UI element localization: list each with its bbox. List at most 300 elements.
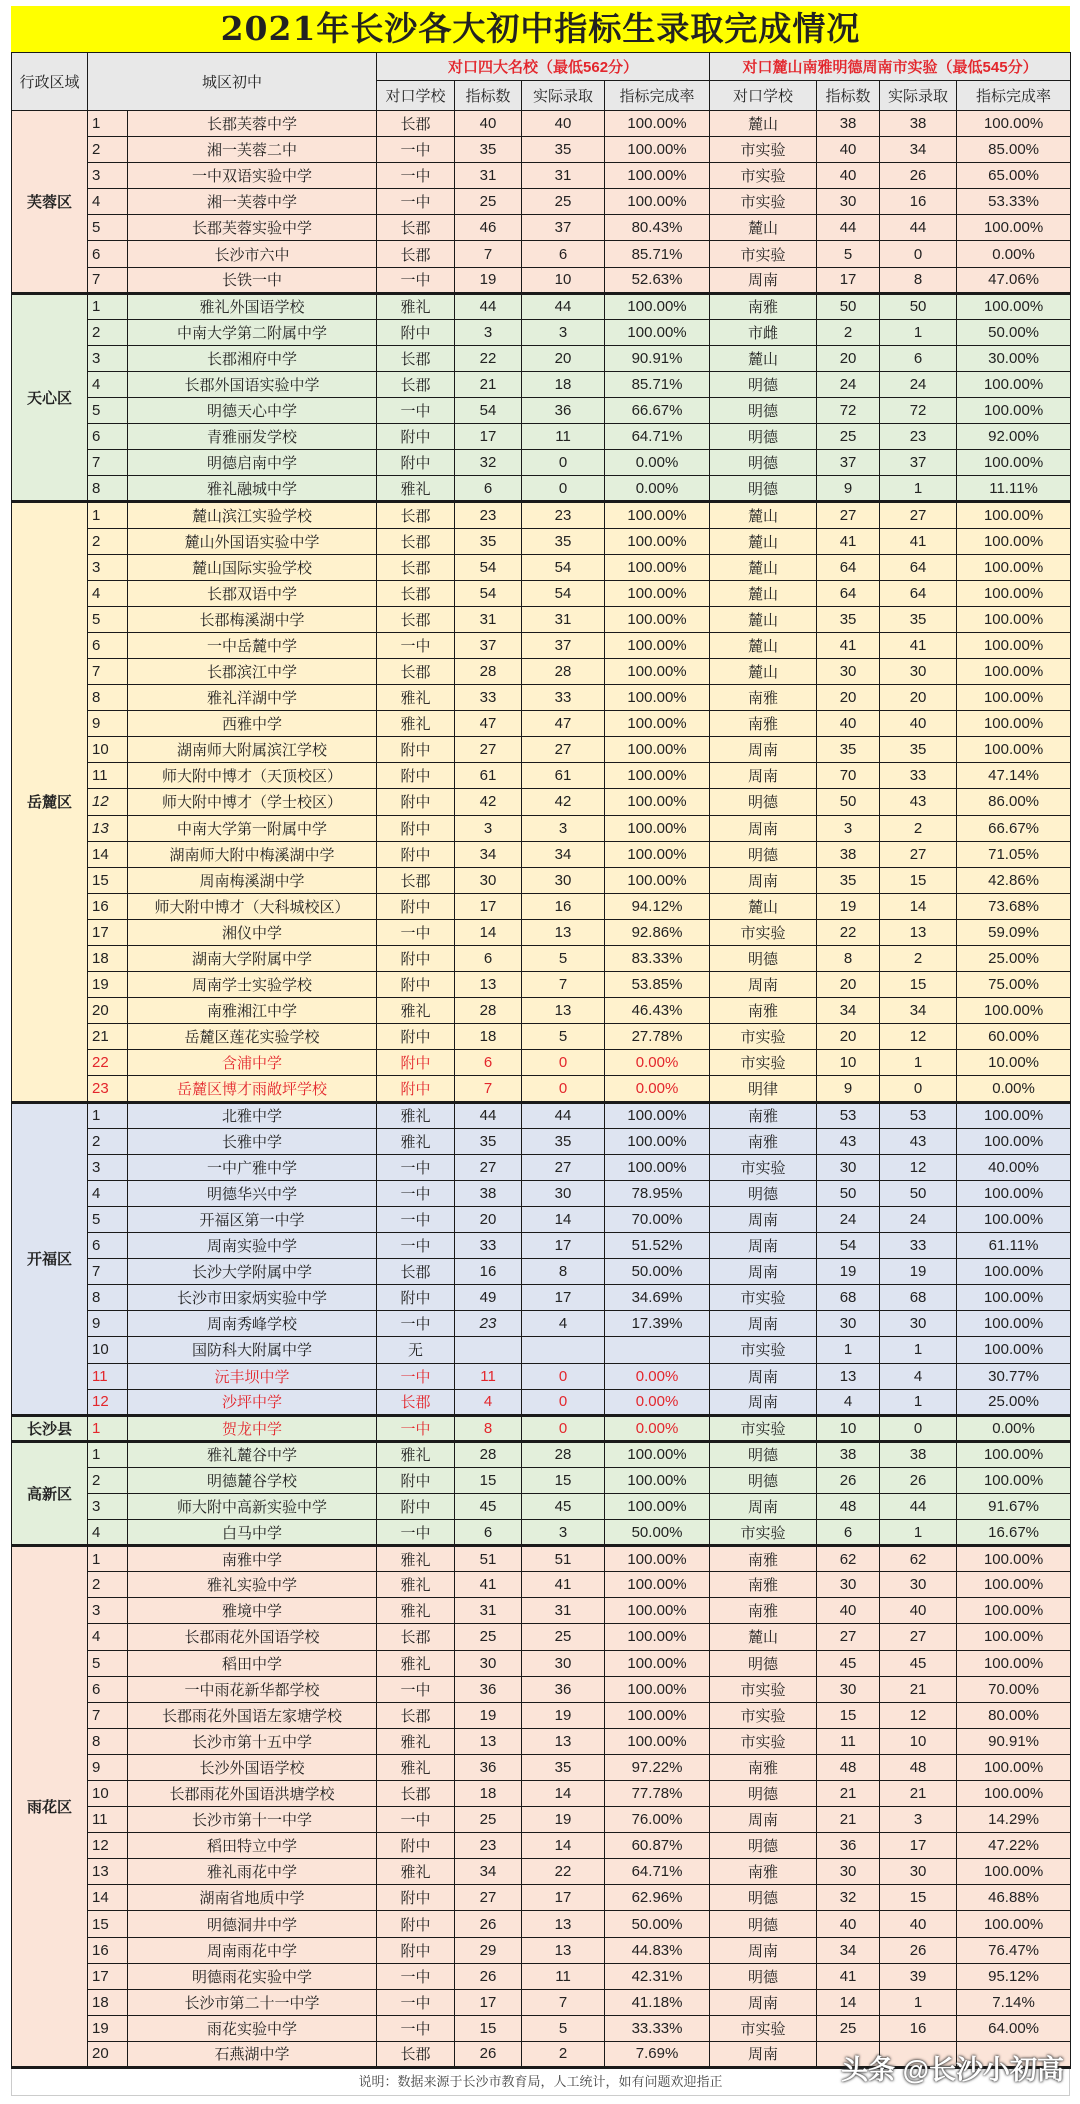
admitted-1: 36 <box>522 1676 605 1702</box>
completion-rate-1: 51.52% <box>605 1233 710 1259</box>
target-school-1: 附中 <box>377 893 455 919</box>
row-number: 10 <box>88 1337 128 1363</box>
target-school-2: 周南 <box>710 1233 817 1259</box>
table-row <box>12 371 1071 397</box>
admitted-2: 6 <box>880 345 957 371</box>
admitted-2: 26 <box>880 163 957 189</box>
quota-1: 27 <box>455 1154 522 1180</box>
admitted-1: 3 <box>522 1520 605 1546</box>
district-name: 开福区 <box>12 1102 88 1415</box>
school-name: 长郡梅溪湖中学 <box>128 606 377 632</box>
admitted-1: 14 <box>522 1781 605 1807</box>
row-number: 7 <box>88 450 128 476</box>
quota-1: 19 <box>455 267 522 293</box>
school-name: 青雅丽发学校 <box>128 424 377 450</box>
admitted-2: 35 <box>880 737 957 763</box>
target-school-1: 一中 <box>377 398 455 424</box>
target-school-1: 雅礼 <box>377 1102 455 1128</box>
completion-rate-1: 100.00% <box>605 1572 710 1598</box>
completion-rate-1: 17.39% <box>605 1311 710 1337</box>
row-number: 2 <box>88 319 128 345</box>
quota-2: 19 <box>817 1259 880 1285</box>
table-row <box>12 685 1071 711</box>
completion-rate-1: 100.00% <box>605 867 710 893</box>
admitted-2: 68 <box>880 1285 957 1311</box>
admitted-1: 14 <box>522 1833 605 1859</box>
admitted-1: 3 <box>522 319 605 345</box>
completion-rate-2: 30.77% <box>957 1363 1071 1389</box>
table-row <box>12 1180 1071 1206</box>
completion-rate-2: 100.00% <box>957 1572 1071 1598</box>
quota-2: 30 <box>817 1311 880 1337</box>
completion-rate-2: 40.00% <box>957 1154 1071 1180</box>
completion-rate-1: 62.96% <box>605 1885 710 1911</box>
completion-rate-2: 75.00% <box>957 972 1071 998</box>
admitted-2: 50 <box>880 1180 957 1206</box>
target-school-1: 长郡 <box>377 1781 455 1807</box>
completion-rate-2: 100.00% <box>957 502 1071 528</box>
admitted-2: 1 <box>880 1389 957 1415</box>
row-number: 5 <box>88 1650 128 1676</box>
quota-1: 54 <box>455 554 522 580</box>
admitted-2: 12 <box>880 1154 957 1180</box>
admitted-2: 45 <box>880 1650 957 1676</box>
quota-2: 10 <box>817 1415 880 1441</box>
row-number: 23 <box>88 1076 128 1102</box>
table-row <box>12 998 1071 1024</box>
row-number: 7 <box>88 1702 128 1728</box>
completion-rate-1: 100.00% <box>605 1598 710 1624</box>
table-row <box>12 267 1071 293</box>
completion-rate-1: 0.00% <box>605 1415 710 1441</box>
target-school-1: 雅礼 <box>377 1572 455 1598</box>
row-number: 13 <box>88 815 128 841</box>
footnote: 说明：数据来源于长沙市教育局，人工统计，如有问题欢迎指正 <box>11 2069 1070 2096</box>
table-row <box>12 1624 1071 1650</box>
table-row <box>12 1467 1071 1493</box>
school-name: 一中双语实验中学 <box>128 163 377 189</box>
quota-2: 30 <box>817 1859 880 1885</box>
completion-rate-2: 60.00% <box>957 1024 1071 1050</box>
completion-rate-2: 100.00% <box>957 1206 1071 1232</box>
quota-1: 49 <box>455 1285 522 1311</box>
table-row <box>12 1546 1071 1572</box>
quota-2: 35 <box>817 606 880 632</box>
completion-rate-1: 100.00% <box>605 554 710 580</box>
admitted-2: 12 <box>880 1024 957 1050</box>
school-name: 国防科大附属中学 <box>128 1337 377 1363</box>
admitted-2: 10 <box>880 1728 957 1754</box>
quota-1: 36 <box>455 1754 522 1780</box>
school-name: 一中岳麓中学 <box>128 632 377 658</box>
school-name: 长郡芙蓉实验中学 <box>128 215 377 241</box>
admitted-2: 40 <box>880 1598 957 1624</box>
table-row <box>12 1389 1071 1415</box>
quota-1: 32 <box>455 450 522 476</box>
quota-2: 20 <box>817 685 880 711</box>
target-school-1: 一中 <box>377 1363 455 1389</box>
table-row <box>12 137 1071 163</box>
target-school-1: 雅礼 <box>377 685 455 711</box>
admitted-1: 34 <box>522 841 605 867</box>
completion-rate-1: 100.00% <box>605 658 710 684</box>
admitted-2: 16 <box>880 2015 957 2041</box>
district-name: 长沙县 <box>12 1415 88 1441</box>
admitted-2: 0 <box>880 241 957 267</box>
admitted-1: 0 <box>522 1050 605 1076</box>
table-row <box>12 841 1071 867</box>
completion-rate-2: 92.00% <box>957 424 1071 450</box>
table-row <box>12 1128 1071 1154</box>
quota-1: 13 <box>455 972 522 998</box>
quota-1: 44 <box>455 1102 522 1128</box>
quota-1: 34 <box>455 841 522 867</box>
completion-rate-1: 100.00% <box>605 137 710 163</box>
completion-rate-2: 100.00% <box>957 111 1071 137</box>
row-number: 15 <box>88 867 128 893</box>
quota-1: 31 <box>455 1598 522 1624</box>
completion-rate-2: 53.33% <box>957 189 1071 215</box>
completion-rate-1: 100.00% <box>605 1624 710 1650</box>
target-school-2: 市实验 <box>710 2015 817 2041</box>
completion-rate-1: 64.71% <box>605 424 710 450</box>
school-name: 长郡双语中学 <box>128 580 377 606</box>
completion-rate-2: 100.00% <box>957 1650 1071 1676</box>
row-number: 2 <box>88 1572 128 1598</box>
target-school-2: 周南 <box>710 867 817 893</box>
target-school-2: 麓山 <box>710 606 817 632</box>
admitted-2: 4 <box>880 1363 957 1389</box>
admitted-2: 1 <box>880 1520 957 1546</box>
school-name: 开福区第一中学 <box>128 1206 377 1232</box>
admitted-2: 3 <box>880 1807 957 1833</box>
school-name: 中南大学第一附属中学 <box>128 815 377 841</box>
completion-rate-1: 90.91% <box>605 345 710 371</box>
school-name: 雅礼实验中学 <box>128 1572 377 1598</box>
completion-rate-1: 100.00% <box>605 189 710 215</box>
school-name: 长沙市六中 <box>128 241 377 267</box>
row-number: 6 <box>88 1233 128 1259</box>
completion-rate-2: 10.00% <box>957 1050 1071 1076</box>
completion-rate-1: 83.33% <box>605 946 710 972</box>
admitted-1: 44 <box>522 293 605 319</box>
table-row <box>12 972 1071 998</box>
admitted-1: 35 <box>522 137 605 163</box>
table-row <box>12 1781 1071 1807</box>
row-number: 5 <box>88 606 128 632</box>
completion-rate-2: 100.00% <box>957 711 1071 737</box>
table-row <box>12 1337 1071 1363</box>
table-row <box>12 632 1071 658</box>
completion-rate-2: 100.00% <box>957 528 1071 554</box>
quota-2: 11 <box>817 1728 880 1754</box>
school-name: 南雅中学 <box>128 1546 377 1572</box>
quota-1: 51 <box>455 1546 522 1572</box>
admitted-1: 22 <box>522 1859 605 1885</box>
completion-rate-1: 77.78% <box>605 1781 710 1807</box>
admitted-2: 50 <box>880 293 957 319</box>
quota-2: 6 <box>817 1520 880 1546</box>
admitted-1: 0 <box>522 1076 605 1102</box>
table-row <box>12 1937 1071 1963</box>
school-name: 长郡湘府中学 <box>128 345 377 371</box>
quota-2: 70 <box>817 763 880 789</box>
completion-rate-2: 70.00% <box>957 1676 1071 1702</box>
target-school-1: 一中 <box>377 1180 455 1206</box>
row-number: 2 <box>88 137 128 163</box>
quota-2: 50 <box>817 293 880 319</box>
table-row <box>12 1024 1071 1050</box>
admitted-2: 19 <box>880 1259 957 1285</box>
target-school-1: 长郡 <box>377 606 455 632</box>
table-row <box>12 1572 1071 1598</box>
table-row <box>12 1285 1071 1311</box>
admitted-1: 0 <box>522 1363 605 1389</box>
target-school-2: 周南 <box>710 1363 817 1389</box>
row-number: 17 <box>88 1963 128 1989</box>
row-number: 1 <box>88 1441 128 1467</box>
target-school-1: 附中 <box>377 1911 455 1937</box>
row-number: 2 <box>88 528 128 554</box>
completion-rate-1: 85.71% <box>605 371 710 397</box>
target-school-1: 长郡 <box>377 371 455 397</box>
admitted-2: 34 <box>880 998 957 1024</box>
completion-rate-1: 100.00% <box>605 711 710 737</box>
target-school-1: 附中 <box>377 424 455 450</box>
table-row <box>12 293 1071 319</box>
completion-rate-2: 61.11% <box>957 1233 1071 1259</box>
target-school-2: 明律 <box>710 1076 817 1102</box>
table-row <box>12 1676 1071 1702</box>
completion-rate-2: 100.00% <box>957 1102 1071 1128</box>
school-name: 长沙市第十一中学 <box>128 1807 377 1833</box>
admitted-2: 13 <box>880 919 957 945</box>
table-row <box>12 1807 1071 1833</box>
admitted-2: 27 <box>880 502 957 528</box>
completion-rate-2: 100.00% <box>957 998 1071 1024</box>
row-number: 5 <box>88 398 128 424</box>
admitted-1: 45 <box>522 1493 605 1519</box>
admitted-1: 51 <box>522 1546 605 1572</box>
completion-rate-1: 100.00% <box>605 1676 710 1702</box>
quota-1: 18 <box>455 1024 522 1050</box>
completion-rate-2: 85.00% <box>957 137 1071 163</box>
admitted-1: 5 <box>522 1024 605 1050</box>
admitted-1: 7 <box>522 972 605 998</box>
completion-rate-2: 50.00% <box>957 319 1071 345</box>
school-name: 明德天心中学 <box>128 398 377 424</box>
target-school-2: 明德 <box>710 398 817 424</box>
completion-rate-2: 100.00% <box>957 1624 1071 1650</box>
completion-rate-1: 100.00% <box>605 1728 710 1754</box>
target-school-2: 明德 <box>710 1885 817 1911</box>
admitted-1: 11 <box>522 424 605 450</box>
completion-rate-1: 100.00% <box>605 1154 710 1180</box>
target-school-2: 周南 <box>710 1807 817 1833</box>
completion-rate-2: 0.00% <box>957 241 1071 267</box>
quota-1: 25 <box>455 189 522 215</box>
quota-1: 42 <box>455 789 522 815</box>
table-row <box>12 580 1071 606</box>
target-school-1: 雅礼 <box>377 1728 455 1754</box>
admitted-1: 0 <box>522 1415 605 1441</box>
admitted-1: 7 <box>522 1989 605 2015</box>
school-name: 雨花实验中学 <box>128 2015 377 2041</box>
quota-2: 38 <box>817 1441 880 1467</box>
target-school-1: 附中 <box>377 972 455 998</box>
quota-2: 9 <box>817 476 880 502</box>
admitted-1: 19 <box>522 1702 605 1728</box>
admitted-2: 1 <box>880 1989 957 2015</box>
target-school-1: 长郡 <box>377 2041 455 2067</box>
school-name: 贺龙中学 <box>128 1415 377 1441</box>
target-school-1: 雅礼 <box>377 1128 455 1154</box>
admitted-1: 11 <box>522 1963 605 1989</box>
school-name: 周南实验中学 <box>128 1233 377 1259</box>
target-school-1: 雅礼 <box>377 1754 455 1780</box>
completion-rate-1 <box>605 1337 710 1363</box>
quota-1: 54 <box>455 580 522 606</box>
target-school-2: 周南 <box>710 972 817 998</box>
row-number: 2 <box>88 1467 128 1493</box>
admitted-2: 2 <box>880 815 957 841</box>
quota-1: 17 <box>455 1989 522 2015</box>
target-school-2: 麓山 <box>710 893 817 919</box>
table-row <box>12 1259 1071 1285</box>
row-number: 17 <box>88 919 128 945</box>
target-school-2: 麓山 <box>710 345 817 371</box>
quota-1: 46 <box>455 215 522 241</box>
target-school-2: 明德 <box>710 371 817 397</box>
table-row <box>12 1102 1071 1128</box>
row-number: 14 <box>88 841 128 867</box>
completion-rate-2: 30.00% <box>957 345 1071 371</box>
completion-rate-1: 100.00% <box>605 1467 710 1493</box>
admitted-1: 5 <box>522 2015 605 2041</box>
target-school-2: 麓山 <box>710 502 817 528</box>
target-school-2: 市实验 <box>710 1415 817 1441</box>
table-row <box>12 528 1071 554</box>
admitted-2: 20 <box>880 685 957 711</box>
admitted-2: 38 <box>880 1441 957 1467</box>
row-number: 10 <box>88 1781 128 1807</box>
quota-2: 10 <box>817 1050 880 1076</box>
admitted-1: 54 <box>522 580 605 606</box>
quota-1: 28 <box>455 658 522 684</box>
admitted-1: 27 <box>522 1154 605 1180</box>
row-number: 4 <box>88 189 128 215</box>
quota-2: 26 <box>817 1467 880 1493</box>
school-name: 湘一芙蓉二中 <box>128 137 377 163</box>
completion-rate-2: 100.00% <box>957 1911 1071 1937</box>
school-name: 师大附中高新实验中学 <box>128 1493 377 1519</box>
completion-rate-1: 100.00% <box>605 1441 710 1467</box>
completion-rate-2: 100.00% <box>957 1598 1071 1624</box>
quota-2: 40 <box>817 163 880 189</box>
table-row <box>12 893 1071 919</box>
admitted-2: 0 <box>880 1415 957 1441</box>
admitted-1: 14 <box>522 1206 605 1232</box>
target-school-1: 雅礼 <box>377 476 455 502</box>
page-title: 2021年长沙各大初中指标生录取完成情况 <box>11 6 1070 52</box>
admitted-2: 1 <box>880 476 957 502</box>
table-row <box>12 398 1071 424</box>
completion-rate-1: 100.00% <box>605 606 710 632</box>
quota-1: 35 <box>455 1128 522 1154</box>
admitted-1: 41 <box>522 1572 605 1598</box>
admitted-2: 17 <box>880 1833 957 1859</box>
quota-2: 50 <box>817 1180 880 1206</box>
target-school-1: 雅礼 <box>377 998 455 1024</box>
quota-1: 4 <box>455 1389 522 1415</box>
completion-rate-2: 100.00% <box>957 1337 1071 1363</box>
quota-1: 28 <box>455 1441 522 1467</box>
completion-rate-2: 76.47% <box>957 1937 1071 1963</box>
school-name: 师大附中博才（天顶校区） <box>128 763 377 789</box>
target-school-2: 明德 <box>710 1180 817 1206</box>
admitted-1: 28 <box>522 1441 605 1467</box>
admitted-1: 13 <box>522 1937 605 1963</box>
target-school-1: 雅礼 <box>377 711 455 737</box>
school-name: 南雅湘江中学 <box>128 998 377 1024</box>
admission-table <box>11 52 1071 2069</box>
completion-rate-2: 25.00% <box>957 946 1071 972</box>
admitted-2: 27 <box>880 841 957 867</box>
target-school-1: 长郡 <box>377 215 455 241</box>
target-school-2: 市实验 <box>710 919 817 945</box>
completion-rate-1: 0.00% <box>605 476 710 502</box>
table-row <box>12 1493 1071 1519</box>
quota-2: 54 <box>817 1233 880 1259</box>
school-name: 雅礼洋湖中学 <box>128 685 377 711</box>
admitted-2: 30 <box>880 1311 957 1337</box>
completion-rate-1: 100.00% <box>605 502 710 528</box>
row-number: 20 <box>88 2041 128 2067</box>
quota-1: 14 <box>455 919 522 945</box>
quota-1: 6 <box>455 1050 522 1076</box>
target-school-1: 长郡 <box>377 241 455 267</box>
target-school-2: 市实验 <box>710 1676 817 1702</box>
admitted-2: 48 <box>880 1754 957 1780</box>
quota-1: 18 <box>455 1781 522 1807</box>
quota-2: 25 <box>817 2015 880 2041</box>
completion-rate-1: 100.00% <box>605 632 710 658</box>
quota-1: 33 <box>455 1233 522 1259</box>
admitted-1: 28 <box>522 658 605 684</box>
quota-2: 30 <box>817 1154 880 1180</box>
target-school-2: 南雅 <box>710 1598 817 1624</box>
completion-rate-2: 100.00% <box>957 371 1071 397</box>
target-school-2: 周南 <box>710 1937 817 1963</box>
admitted-2: 34 <box>880 137 957 163</box>
completion-rate-2: 65.00% <box>957 163 1071 189</box>
row-number: 3 <box>88 345 128 371</box>
completion-rate-2: 100.00% <box>957 1285 1071 1311</box>
quota-1: 30 <box>455 1650 522 1676</box>
table-row <box>12 1311 1071 1337</box>
school-name: 西雅中学 <box>128 711 377 737</box>
quota-1: 25 <box>455 1807 522 1833</box>
table-row <box>12 345 1071 371</box>
admitted-1: 0 <box>522 450 605 476</box>
admitted-1: 30 <box>522 867 605 893</box>
target-school-2: 明德 <box>710 1911 817 1937</box>
admitted-1: 4 <box>522 1311 605 1337</box>
admitted-1: 37 <box>522 215 605 241</box>
admitted-2: 43 <box>880 1128 957 1154</box>
target-school-1: 长郡 <box>377 658 455 684</box>
quota-1: 40 <box>455 111 522 137</box>
